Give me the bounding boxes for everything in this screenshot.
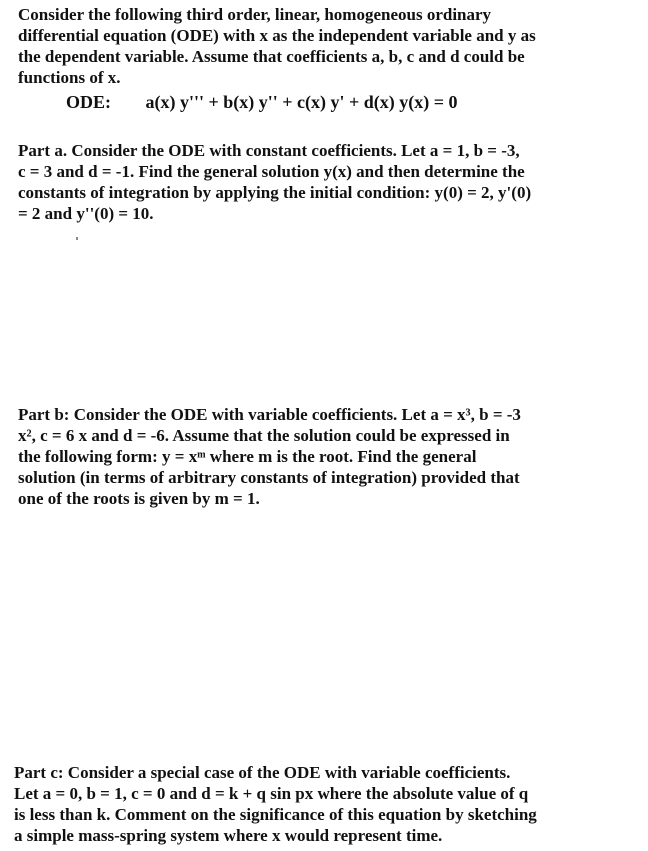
intro-line: the dependent variable. Assume that coefficients a, b, c and d could be (18, 47, 525, 66)
ode-label: ODE: (66, 92, 111, 112)
intro-line: Consider the following third order, linear, homogeneous ordinary (18, 5, 492, 24)
part-a-line: = 2 and y''(0) = 10. (18, 204, 154, 223)
part-c-paragraph (14, 762, 624, 846)
part-b-line: x², c = 6 x and d = -6. Assume that the solution could be expressed in (18, 426, 510, 445)
part-c-line: is less than k. Comment on the significance of this equation by sketching (14, 805, 537, 824)
intro-line: functions of x. (18, 68, 121, 87)
part-a-paragraph (18, 140, 628, 224)
part-b-line: the following form: y = xᵐ where m is the root. Find the general (18, 447, 477, 466)
part-c-line: Part c: Consider a special case of the ODE with variable coefficients. (14, 763, 511, 782)
part-b-line: Part b: Consider the ODE with variable coefficients. Let a = x³, b = -3 (18, 405, 521, 424)
intro-paragraph (18, 4, 628, 88)
ode-equation: a(x) y''' + b(x) y'' + c(x) y' + d(x) y(x) = 0 (145, 92, 458, 112)
part-b-line: solution (in terms of arbitrary constants of integration) provided that (18, 468, 520, 487)
intro-line: differential equation (ODE) with x as the independent variable and y as (18, 26, 536, 45)
part-c-line: a simple mass-spring system where x would represent time. (14, 826, 443, 845)
part-a-line: constants of integration by applying the initial condition: y(0) = 2, y'(0) (18, 183, 532, 202)
part-b-paragraph (18, 404, 628, 509)
part-b-line: one of the roots is given by m = 1. (18, 489, 260, 508)
ode-equation-line (66, 92, 458, 113)
part-a-line: Part a. Consider the ODE with constant coefficients. Let a = 1, b = -3, (18, 141, 520, 160)
part-c-line: Let a = 0, b = 1, c = 0 and d = k + q sin px where the absolute value of q (14, 784, 529, 803)
part-a-line: c = 3 and d = -1. Find the general solution y(x) and then determine the (18, 162, 525, 181)
scan-speck (76, 237, 78, 240)
